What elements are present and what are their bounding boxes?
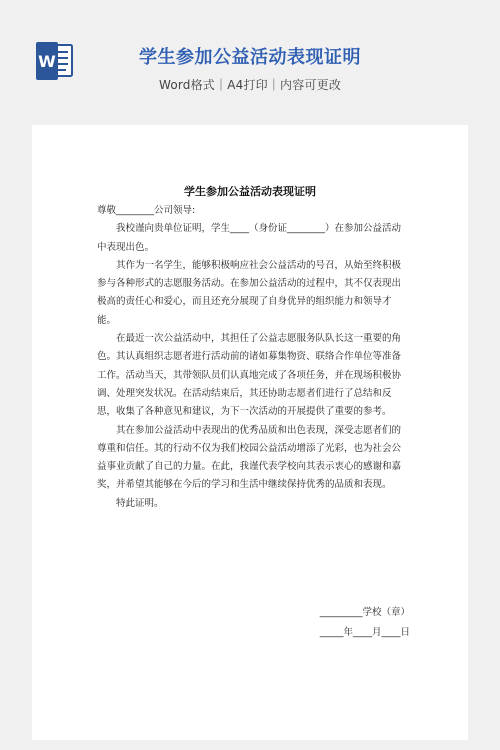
closing-line: 特此证明。 xyxy=(116,497,164,509)
paragraph-4: 其在参加公益活动中表现出的优秀品质和出色表现，深受志愿者们的尊重和信任。其的行动不仅为我们校园公益活动增添了光彩，也为社会公益事业贡献了自己的力量。在此，我谨代表学校向其表示衷心的感谢和嘉奖，并希望其能够在今后的学习和生活中继续保持优秀的品质和表现。 xyxy=(97,424,402,491)
page-title: 学生参加公益活动表现证明 xyxy=(139,47,361,68)
paragraph-2: 其作为一名学生，能够积极响应社会公益活动的号召，从始至终积极参与各种形式的志愿服务活动。在参加公益活动的过程中，其不仅表现出极高的责任心和爱心，而且还充分展现了自身优异的组织能力和领导才能。 xyxy=(97,259,402,326)
date-signature-line: _____年____月____日 xyxy=(319,627,410,638)
paragraph-1: 我校谨向贵单位证明，学生____（身份证________）在参加公益活动中表现出色。 xyxy=(97,223,402,253)
document-title: 学生参加公益活动表现证明 xyxy=(184,185,316,198)
header xyxy=(0,0,500,125)
salutation: 尊敬________公司领导: xyxy=(97,205,196,216)
signature-block xyxy=(300,603,410,643)
page-subtitle: Word格式｜A4打印｜内容可更改 xyxy=(158,78,342,92)
document-sheet xyxy=(32,125,468,740)
paragraph-3: 在最近一次公益活动中，其担任了公益志愿服务队队长这一重要的角色。其认真组织志愿者进行活动前的诸如募集物资、联络合作单位等准备工作。活动当天，其带领队员们认真地完成了各项任务，并在现场积极协调、处理突发状况。在活动结束后，其还协助志愿者们进行了总结和反思，收集了各种意见和建议，为下一次活动的开展提供了重要的参考。 xyxy=(97,333,402,418)
document-body xyxy=(97,202,409,513)
school-signature-line: _________学校（章） xyxy=(319,607,410,618)
word-logo-letter: W xyxy=(38,52,56,71)
